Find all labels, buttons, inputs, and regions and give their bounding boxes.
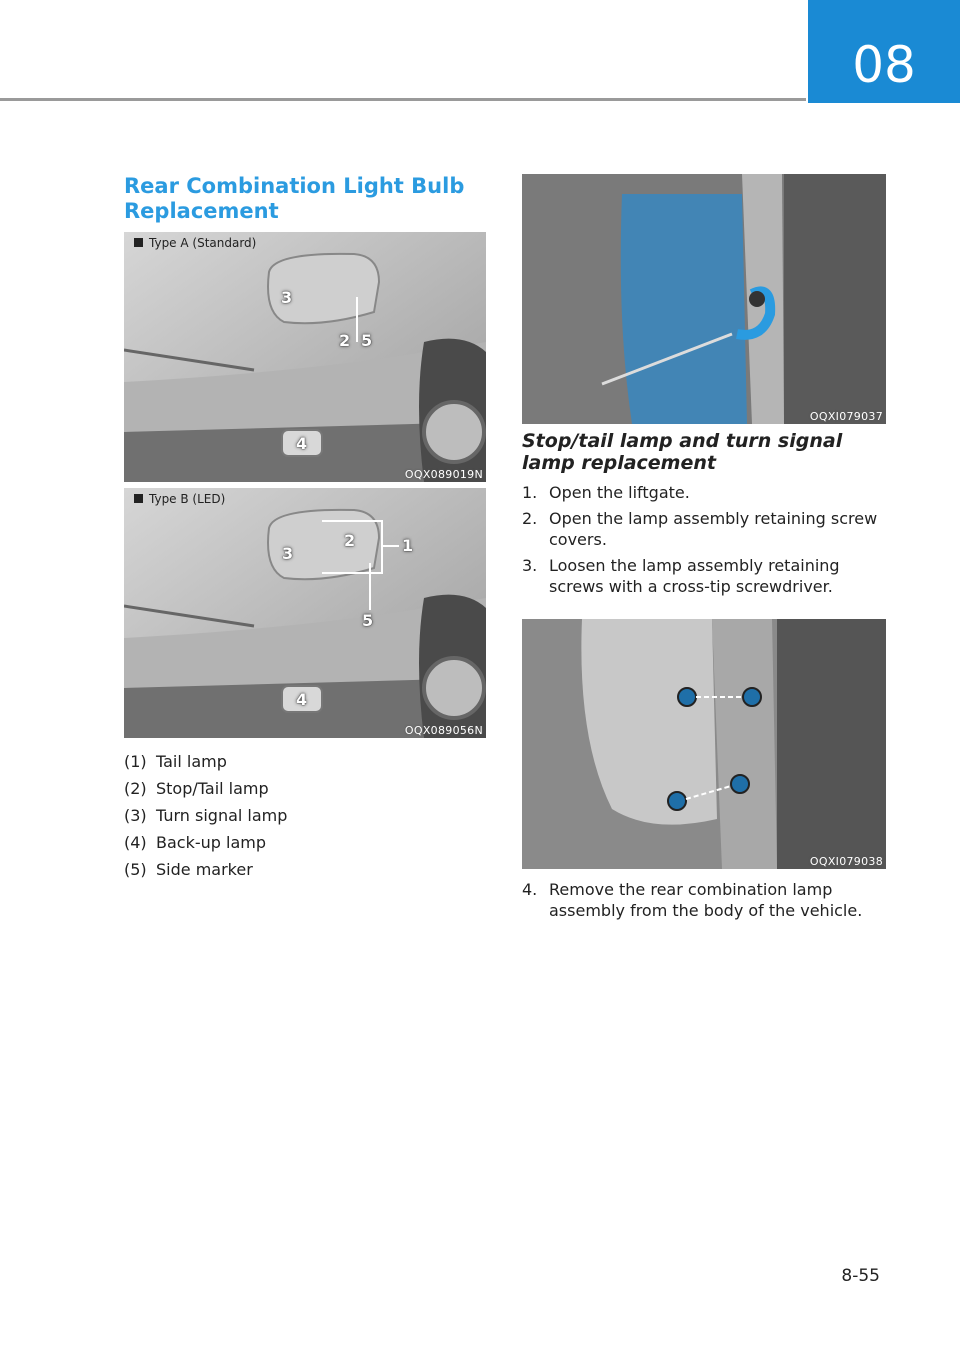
figure-screw-cover <box>522 174 886 424</box>
type-b-label: Type B (LED) <box>134 492 225 506</box>
legend-item: (1) Tail lamp <box>124 752 227 771</box>
legend-item: (2) Stop/Tail lamp <box>124 779 269 798</box>
callout-2: 2 <box>344 531 356 550</box>
figure-code: OQX089056N <box>404 724 483 737</box>
steps-list-2 <box>522 879 886 926</box>
section-title: Rear Combination Light Bulb Replacement <box>124 174 465 223</box>
figure-screws <box>522 619 886 869</box>
step-item: 4. Remove the rear combination lamp assembly from the body of the vehicle. <box>522 880 863 920</box>
header-rule <box>0 98 806 101</box>
lamp-cover-illustration <box>522 174 886 424</box>
legend-item: (5) Side marker <box>124 860 253 879</box>
legend-item: (3) Turn signal lamp <box>124 806 288 825</box>
callout-3: 3 <box>281 288 293 307</box>
type-a-label: Type A (Standard) <box>134 236 256 250</box>
callout-4: 4 <box>296 690 308 709</box>
callout-5: 5 <box>361 331 373 350</box>
legend-item: (4) Back-up lamp <box>124 833 266 852</box>
subsection-title: Stop/tail lamp and turn signal lamp replacement <box>522 430 843 474</box>
steps-list-1 <box>522 482 886 602</box>
callout-1: 1 <box>402 536 414 555</box>
lamp-screws-illustration <box>522 619 886 869</box>
chapter-number: 08 <box>852 35 916 94</box>
callout-4: 4 <box>296 434 308 453</box>
legend-list <box>124 748 484 883</box>
figure-code: OQX089019N <box>404 468 483 481</box>
chapter-tab <box>808 0 960 103</box>
callout-5: 5 <box>362 611 374 630</box>
figure-type-b <box>124 488 486 738</box>
figure-type-a <box>124 232 486 482</box>
page-number: 8-55 <box>841 1266 880 1286</box>
figure-code: OQXI079037 <box>809 410 883 423</box>
step-item: 2. Open the lamp assembly retaining screw covers. <box>522 509 878 549</box>
step-item: 3. Loosen the lamp assembly retaining screws with a cross-tip screwdriver. <box>522 556 840 596</box>
figure-code: OQXI079038 <box>809 855 883 868</box>
callout-2: 2 <box>339 331 351 350</box>
callout-3: 3 <box>282 544 294 563</box>
step-item: 1. Open the liftgate. <box>522 483 690 502</box>
